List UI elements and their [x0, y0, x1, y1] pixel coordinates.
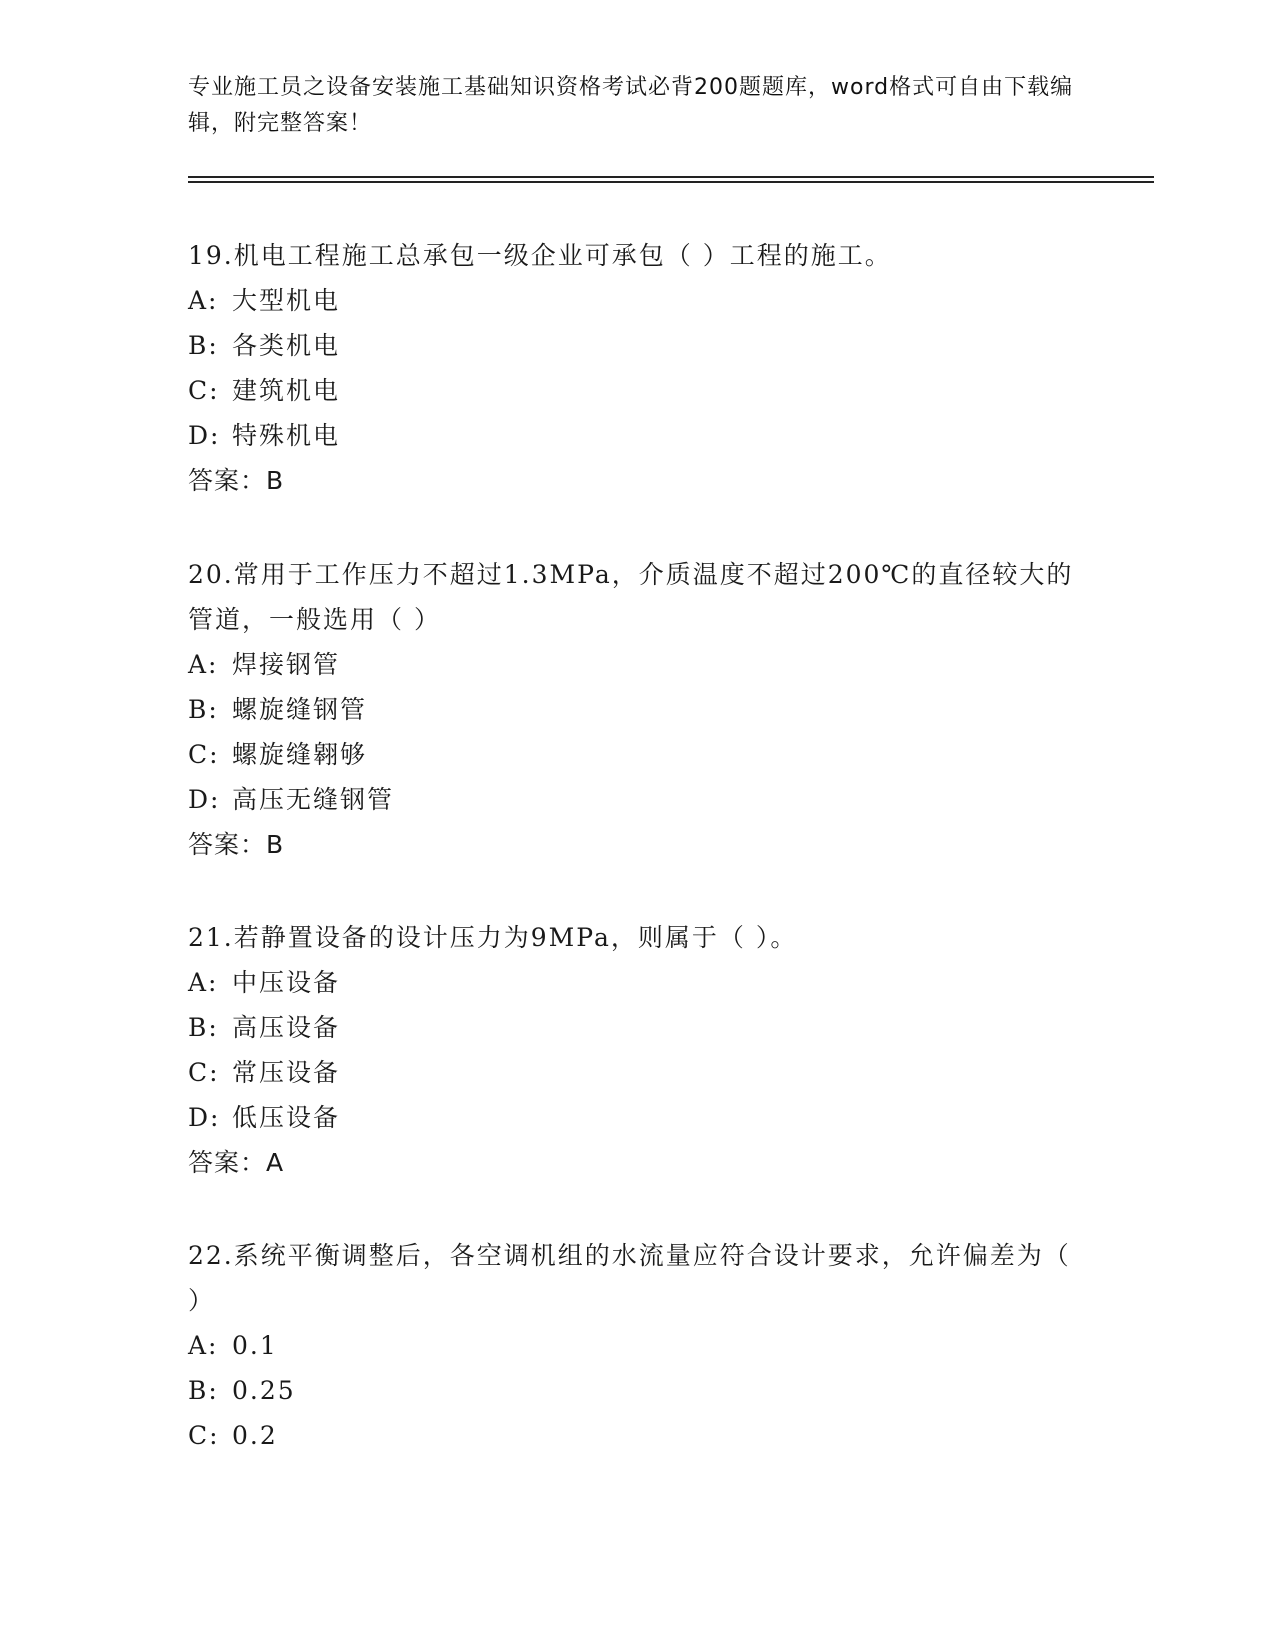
- question-text: 19.机电工程施工总承包一级企业可承包（ ）工程的施工。: [188, 241, 892, 270]
- option-b: [188, 1368, 1088, 1413]
- option-text: 常压设备: [232, 1058, 341, 1087]
- answer-line: 答案：B: [188, 466, 285, 495]
- option-c: [188, 368, 1088, 413]
- question-19: [188, 233, 1088, 503]
- option-letter: D:: [188, 421, 221, 450]
- option-a: [188, 960, 1088, 1005]
- option-letter: A:: [188, 968, 219, 997]
- option-c: [188, 732, 1088, 777]
- option-b: [188, 323, 1088, 368]
- option-letter: D:: [188, 1103, 221, 1132]
- option-letter: B:: [188, 1376, 219, 1405]
- option-text: 高压无缝钢管: [232, 785, 395, 814]
- question-text: 21.若静置设备的设计压力为9MPa，则属于（ ）。: [188, 923, 798, 952]
- option-d: [188, 413, 1088, 458]
- option-text: 0.2: [232, 1421, 278, 1450]
- option-text: 各类机电: [232, 331, 341, 360]
- answer-line: 答案：B: [188, 830, 285, 859]
- question-21: [188, 915, 1088, 1185]
- option-letter: C:: [188, 1421, 220, 1450]
- option-letter: B:: [188, 331, 219, 360]
- option-letter: B:: [188, 695, 219, 724]
- option-text: 焊接钢管: [232, 650, 341, 679]
- option-a: [188, 1323, 1088, 1368]
- option-letter: B:: [188, 1013, 219, 1042]
- option-text: 中压设备: [232, 968, 341, 997]
- question-text: 22.系统平衡调整后，各空调机组的水流量应符合设计要求，允许偏差为（ ）: [188, 1241, 1071, 1315]
- option-letter: D:: [188, 785, 221, 814]
- document-header: 专业施工员之设备安装施工基础知识资格考试必背200题题库，word格式可自由下载编辑，附完整答案！: [188, 75, 1074, 136]
- question-text: 20.常用于工作压力不超过1.3MPa，介质温度不超过200℃的直径较大的管道，一般选用（ ）: [188, 560, 1074, 634]
- option-text: 螺旋缝钢管: [232, 695, 368, 724]
- option-letter: A:: [188, 1331, 219, 1360]
- option-a: [188, 642, 1088, 687]
- option-letter: C:: [188, 740, 220, 769]
- question-20: [188, 552, 1088, 867]
- option-d: [188, 1095, 1088, 1140]
- option-a: [188, 278, 1088, 323]
- header-rule-bottom: [188, 181, 1154, 183]
- option-d: [188, 777, 1088, 822]
- option-c: [188, 1050, 1088, 1095]
- option-text: 0.1: [232, 1331, 278, 1360]
- option-letter: C:: [188, 376, 220, 405]
- option-text: 低压设备: [232, 1103, 341, 1132]
- option-text: 大型机电: [232, 286, 341, 315]
- option-text: 0.25: [232, 1376, 296, 1405]
- option-letter: A:: [188, 286, 219, 315]
- option-b: [188, 687, 1088, 732]
- option-text: 特殊机电: [232, 421, 341, 450]
- option-letter: A:: [188, 650, 219, 679]
- option-text: 螺旋缝翱够: [232, 740, 368, 769]
- option-c: [188, 1413, 1088, 1458]
- option-text: 建筑机电: [232, 376, 341, 405]
- question-22: [188, 1233, 1088, 1458]
- header-rule-top: [188, 176, 1154, 178]
- option-letter: C:: [188, 1058, 220, 1087]
- option-b: [188, 1005, 1088, 1050]
- answer-line: 答案：A: [188, 1148, 285, 1177]
- option-text: 高压设备: [232, 1013, 341, 1042]
